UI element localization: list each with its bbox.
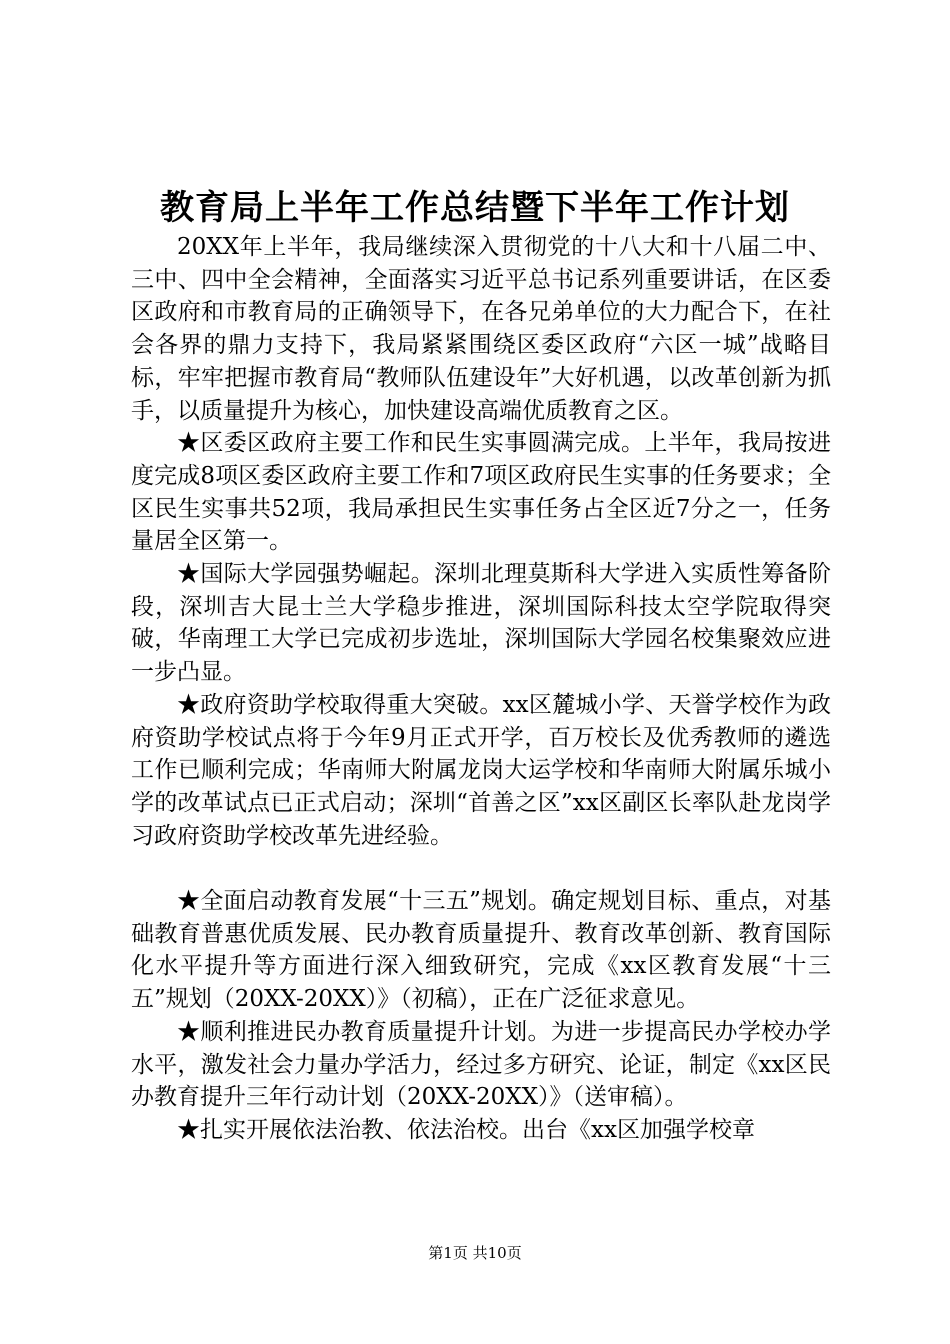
paragraph-livelihood-projects: ★区委区政府主要工作和民生实事圆满完成。上半年，我局按进度完成8项区委区政府主要工作和7项区政府民生实事的任务要求；全区民生实事共52项，我局承担民生实事任务占全区近7分之一，任务量居全区第一。: [131, 430, 831, 555]
document-body: [131, 231, 831, 1147]
paragraph-funded-schools: ★政府资助学校取得重大突破。xx区麓城小学、天誉学校作为政府资助学校试点将于今年9月正式开学，百万校长及优秀教师的遴选工作已顺利完成；华南师大附属龙岗大运学校和华南师大附属乐城小学的改革试点已正式启动；深圳“首善之区”xx区副区长率队赴龙岗学习政府资助学校改革先进经验。: [131, 691, 831, 849]
paragraph-intro: 20XX年上半年，我局继续深入贯彻党的十八大和十八届二中、三中、四中全会精神，全面落实习近平总书记系列重要讲话，在区委区政府和市教育局的正确领导下，在各兄弟单位的大力配合下，在社会各界的鼎力支持下，我局紧紧围绕区委区政府“六区一城”战略目标，牢牢把握市教育局“教师队伍建设年”大好机遇，以改革创新为抓手，以质量提升为核心，加快建设高端优质教育之区。: [131, 234, 831, 424]
page-footer: 第1页 共10页: [428, 1244, 522, 1262]
paragraph-private-education: ★顺利推进民办教育质量提升计划。为进一步提高民办学校办学水平，激发社会力量办学活力，经过多方研究、论证，制定《xx区民办教育提升三年行动计划（20XX-20XX）》（送审稿）。: [131, 1018, 831, 1111]
paragraph-rule-of-law: ★扎实开展依法治教、依法治校。出台《xx区加强学校章: [177, 1116, 755, 1143]
paragraph-university-park: ★国际大学园强势崛起。深圳北理莫斯科大学进入实质性筹备阶段，深圳吉大昆士兰大学稳步推进，深圳国际科技太空学院取得突破，华南理工大学已完成初步选址，深圳国际大学园名校集聚效应进一步凸显。: [131, 561, 831, 686]
document-title: 教育局上半年工作总结暨下半年工作计划: [160, 188, 790, 228]
paragraph-five-year-plan: ★全面启动教育发展“十三五”规划。确定规划目标、重点，对基础教育普惠优质发展、民办教育质量提升、教育改革创新、教育国际化水平提升等方面进行深入细致研究，完成《xx区教育发展“十三五”规划（20XX-20XX）》（初稿），正在广泛征求意见。: [131, 888, 831, 1013]
